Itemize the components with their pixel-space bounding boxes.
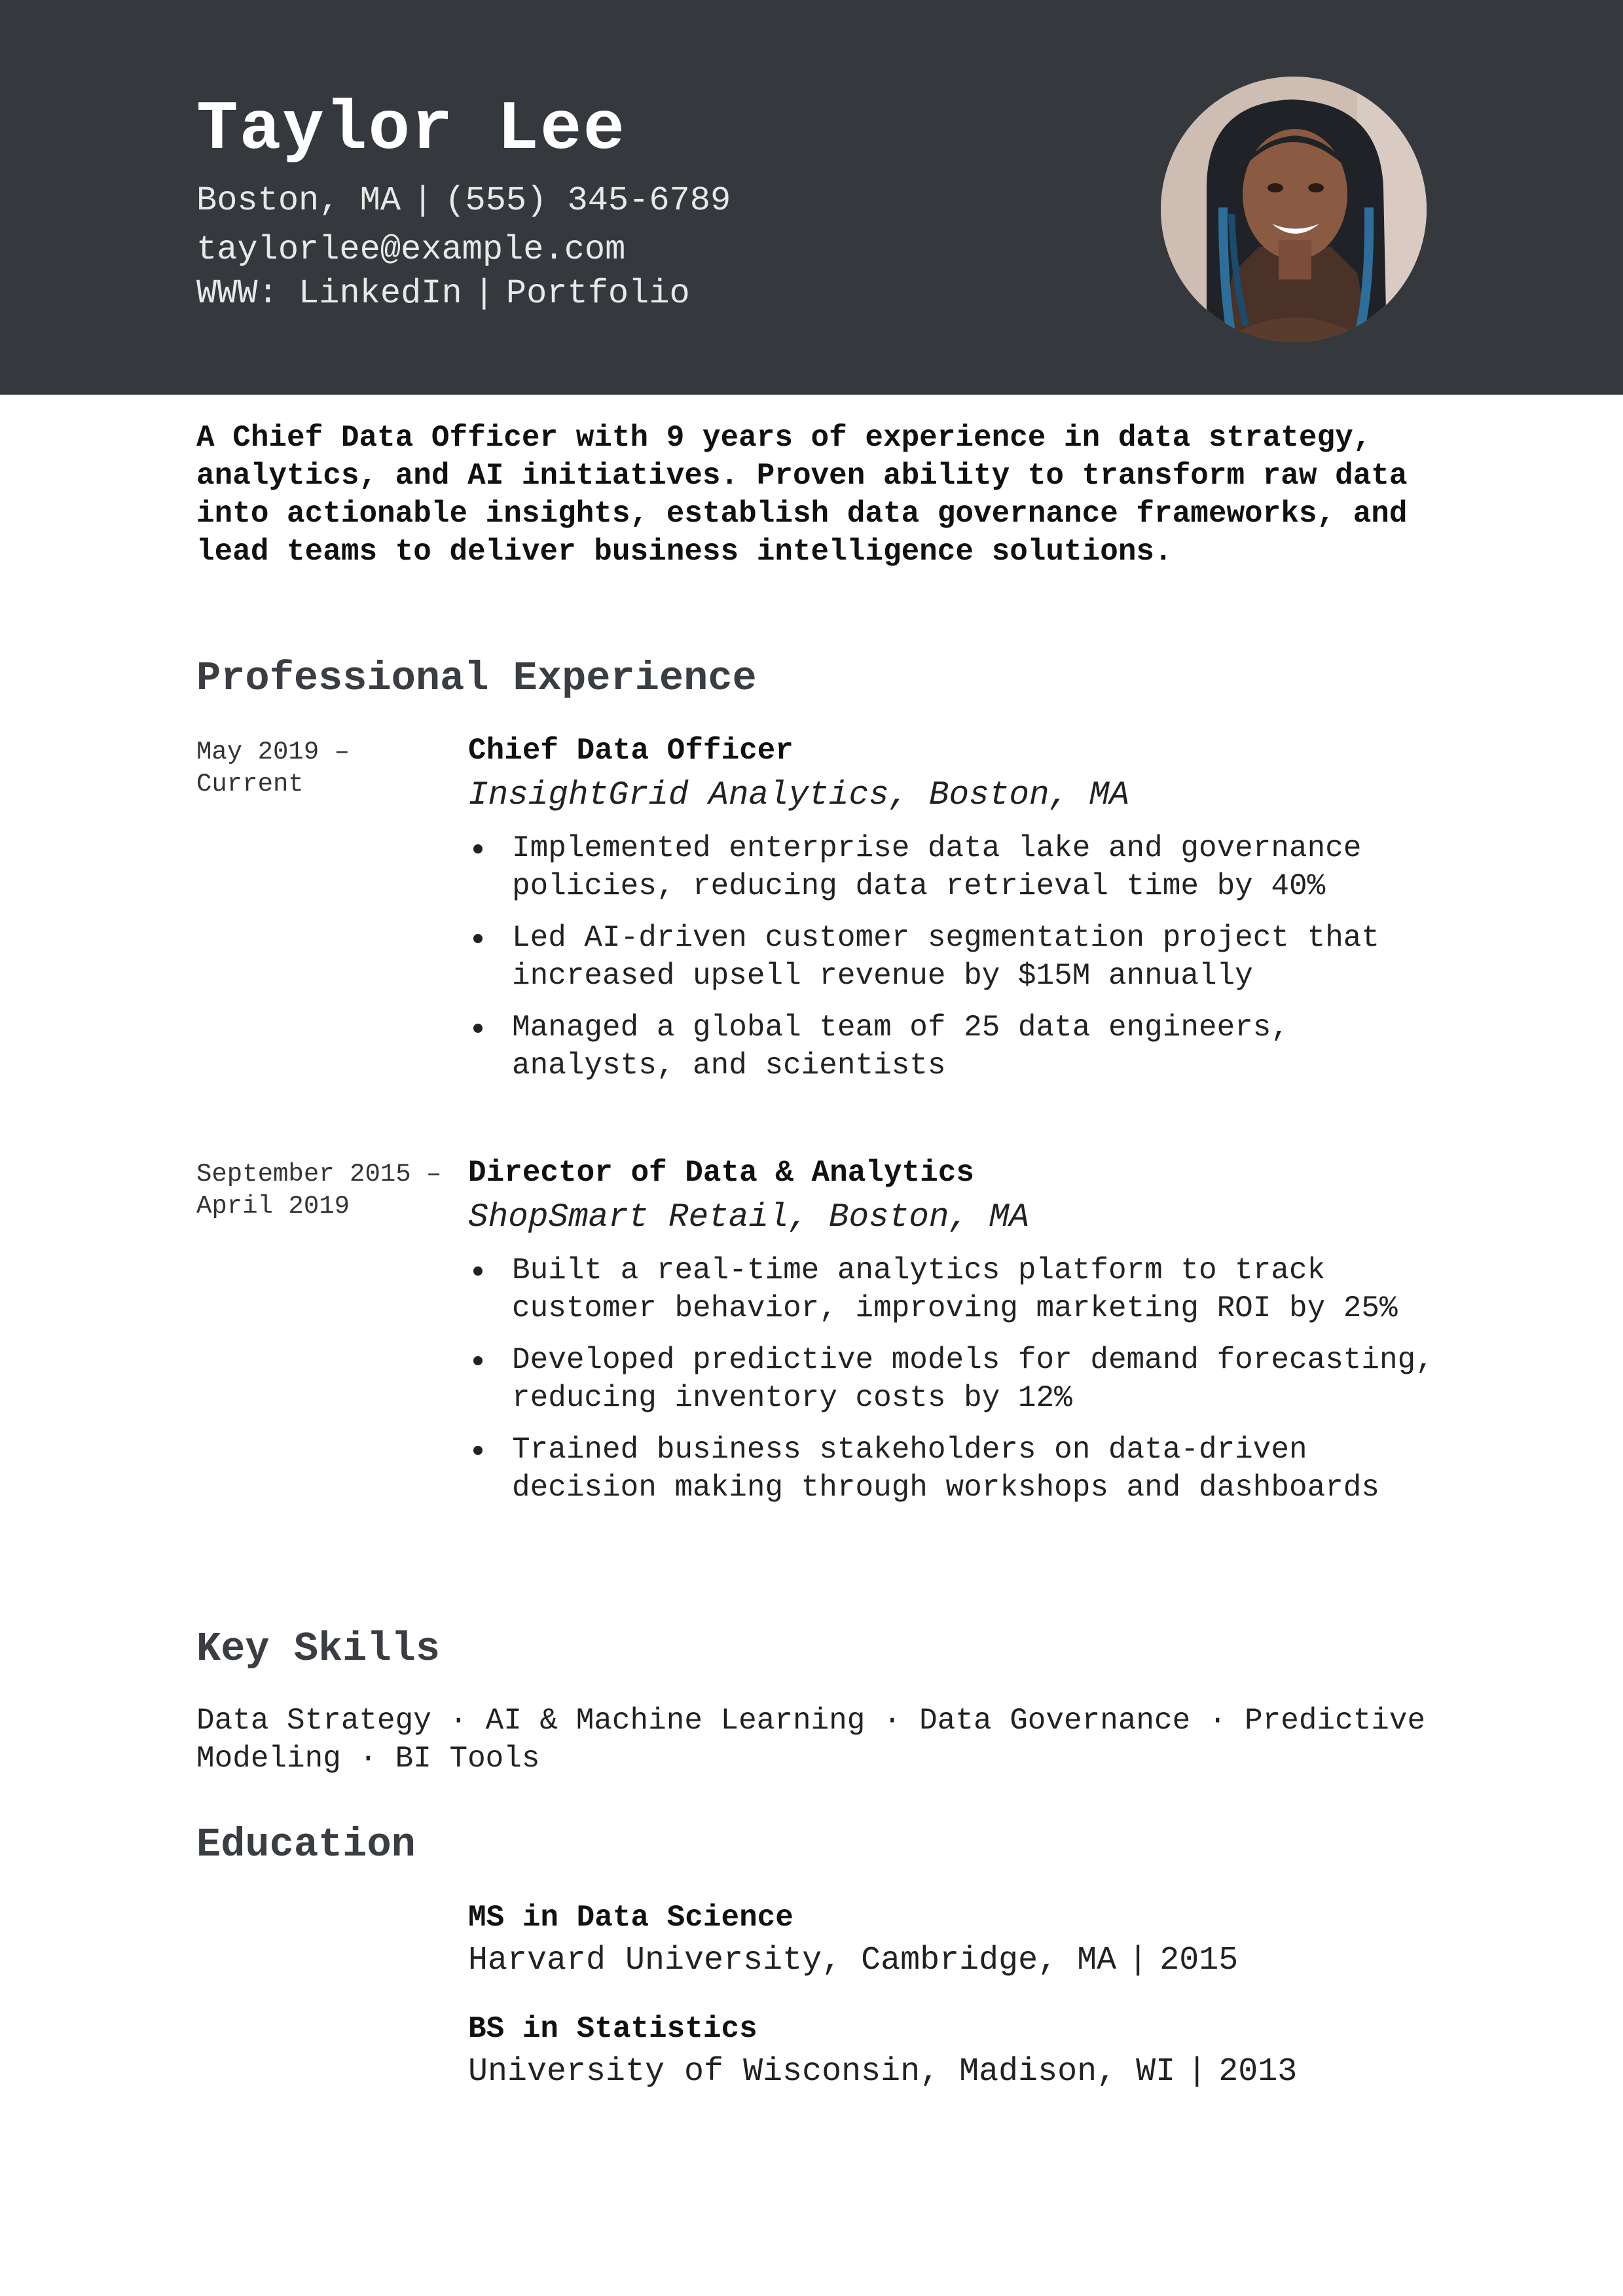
bullet-icon xyxy=(473,1446,483,1455)
portfolio-link[interactable]: Portfolio xyxy=(505,274,690,313)
job-company: InsightGrid Analytics, Boston, MA xyxy=(468,777,1129,814)
separator: | xyxy=(473,274,494,313)
location: Boston, MA xyxy=(196,181,401,220)
bullet-text: Developed predictive models for demand forecasting, reducing inventory costs by 12% xyxy=(512,1343,1434,1415)
job-dates: May 2019 – Current xyxy=(196,738,350,798)
education-degree: MS in Data Science xyxy=(468,1901,793,1935)
education-year: 2015 xyxy=(1159,1942,1239,1979)
job-company: ShopSmart Retail, Boston, MA xyxy=(468,1199,1029,1236)
education-degree: BS in Statistics xyxy=(468,2012,757,2046)
bullet-icon xyxy=(473,1356,483,1365)
linkedin-link[interactable]: LinkedIn xyxy=(299,274,462,313)
bullet-text: Trained business stakeholders on data-driven decision making through workshops and dashboards xyxy=(512,1433,1380,1505)
education-school-line xyxy=(468,1941,1238,1981)
list-item xyxy=(468,919,1437,995)
bullet-text: Built a real-time analytics platform to track customer behavior, improving marketing ROI by 25% xyxy=(512,1253,1398,1325)
section-title-experience: Professional Experience xyxy=(196,655,757,702)
email-line xyxy=(196,230,625,270)
email-link[interactable]: taylorlee@example.com xyxy=(196,230,626,269)
bullet-icon xyxy=(473,934,483,943)
profile-photo xyxy=(1161,77,1427,342)
phone: (555) 345-6789 xyxy=(445,181,731,220)
bullet-text: Led AI-driven customer segmentation project that increased upsell revenue by $15M annually xyxy=(512,921,1380,993)
bullet-text: Implemented enterprise data lake and governance policies, reducing data retrieval time by 40% xyxy=(512,831,1362,903)
section-title-skills: Key Skills xyxy=(196,1626,441,1672)
job-bullets xyxy=(468,829,1437,1098)
candidate-name: Taylor Lee xyxy=(196,90,627,169)
job-title: Director of Data & Analytics xyxy=(468,1156,974,1190)
profile-photo-illustration xyxy=(1161,77,1427,342)
education-year: 2013 xyxy=(1218,2053,1298,2090)
resume-header xyxy=(0,0,1623,395)
separator: | xyxy=(1128,1942,1148,1979)
bullet-icon xyxy=(473,1266,483,1276)
bullet-text: Managed a global team of 25 data engineers, analysts, and scientists xyxy=(512,1011,1289,1083)
job-bullets xyxy=(468,1251,1437,1520)
separator: | xyxy=(1187,2053,1207,2090)
job-dates: September 2015 – April 2019 xyxy=(196,1160,442,1221)
list-item xyxy=(468,829,1437,905)
education-school: University of Wisconsin, Madison, WI xyxy=(468,2053,1176,2090)
bullet-icon xyxy=(473,844,483,853)
education-school-line xyxy=(468,2053,1297,2092)
bullet-icon xyxy=(473,1024,483,1033)
list-item xyxy=(468,1251,1437,1327)
section-title-education: Education xyxy=(196,1821,416,1868)
web-links-line xyxy=(196,274,690,314)
location-phone-line xyxy=(196,181,731,221)
education-school: Harvard University, Cambridge, MA xyxy=(468,1942,1117,1979)
list-item xyxy=(468,1009,1437,1085)
job-title: Chief Data Officer xyxy=(468,734,793,768)
list-item xyxy=(468,1341,1437,1417)
separator: | xyxy=(412,181,433,220)
professional-summary: A Chief Data Officer with 9 years of experience in data strategy, analytics, and AI initiatives. Proven ability to transform raw data into actionable insights, establish data governance frameworks, and lead teams to deliver business intelligence solutions. xyxy=(196,421,1408,569)
www-label: WWW: xyxy=(196,274,278,313)
list-item xyxy=(468,1431,1437,1507)
skills-list: Data Strategy · AI & Machine Learning · Data Governance · Predictive Modeling · BI Tools xyxy=(196,1704,1426,1776)
